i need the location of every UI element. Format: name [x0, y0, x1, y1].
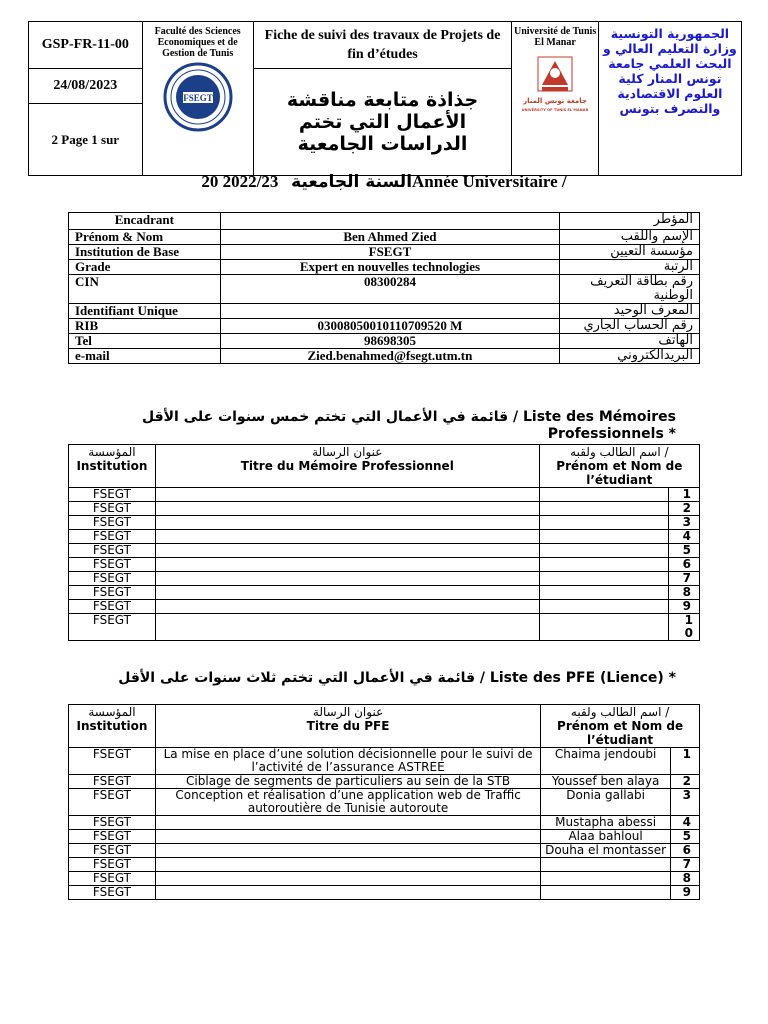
- cell-titre: [155, 844, 540, 858]
- col-etudiant-fr: Prénom et Nom de l’étudiant: [557, 719, 684, 747]
- col-etudiant: [541, 705, 700, 748]
- cell-number: 9: [669, 600, 700, 614]
- cell-institution: FSEGT: [69, 502, 156, 516]
- cell-number: 9: [671, 886, 700, 900]
- table-row: [69, 558, 700, 572]
- cell-institution: FSEGT: [69, 488, 156, 502]
- form-code: GSP-FR-11-00: [29, 22, 143, 69]
- cell-institution: FSEGT: [69, 516, 156, 530]
- cell-etudiant: Alaa bahloul: [541, 830, 671, 844]
- cell-number: 1: [671, 748, 700, 775]
- cell-etudiant: [539, 586, 668, 600]
- field-value: [220, 304, 559, 319]
- encadrant-row: [69, 349, 700, 364]
- col-titre: [155, 705, 540, 748]
- cell-titre: [155, 572, 539, 586]
- cell-institution: FSEGT: [69, 544, 156, 558]
- encadrant-row: [69, 319, 700, 334]
- col-institution: [69, 705, 156, 748]
- table-row: [69, 789, 700, 816]
- field-label-ar: مؤسسة التعيين: [560, 245, 700, 260]
- table-row: [69, 544, 700, 558]
- table-row: [69, 516, 700, 530]
- cell-number: 4: [669, 530, 700, 544]
- col-etudiant: [539, 445, 699, 488]
- cell-etudiant: [539, 544, 668, 558]
- cell-etudiant: [539, 488, 668, 502]
- encadrant-row: [69, 260, 700, 275]
- table-row: [69, 488, 700, 502]
- field-value: [220, 213, 559, 230]
- cell-titre: [155, 502, 539, 516]
- field-value: Ben Ahmed Zied: [220, 230, 559, 245]
- cell-institution: FSEGT: [69, 572, 156, 586]
- table-row: [69, 844, 700, 858]
- university-name: Université de Tunis El Manar: [513, 26, 597, 48]
- col-etudiant-ar: اسم الطالب ولقبه /: [570, 445, 669, 459]
- cell-titre: [155, 600, 539, 614]
- cell-etudiant: [541, 886, 671, 900]
- cell-number: 8: [671, 872, 700, 886]
- cell-number: 5: [671, 830, 700, 844]
- field-label-ar: البريدالكتروني: [560, 349, 700, 364]
- fsegt-logo: [163, 62, 233, 132]
- encadrant-row: [69, 334, 700, 349]
- faculty-cell: [142, 22, 253, 176]
- table-row: [69, 614, 700, 641]
- cell-number: 3: [669, 516, 700, 530]
- field-label-ar: المعرف الوحيد: [560, 304, 700, 319]
- field-value: Expert en nouvelles technologies: [220, 260, 559, 275]
- cell-etudiant: [539, 530, 668, 544]
- cell-number: 10: [669, 614, 700, 641]
- col-titre-fr: Titre du Mémoire Professionnel: [240, 459, 454, 473]
- republic-header: الجمهورية التونسية وزارة التعليم العالي و البحث العلمي جامعة تونس المنار كلية العلوم الاقتصادية والتصرف بتونس: [598, 22, 741, 176]
- table-row: [69, 830, 700, 844]
- cell-etudiant: [539, 572, 668, 586]
- encadrant-row: [69, 304, 700, 319]
- field-label-fr: CIN: [69, 275, 221, 304]
- cell-institution: FSEGT: [69, 775, 156, 789]
- cell-etudiant: [541, 872, 671, 886]
- fiche-title-fr: Fiche de suivi des travaux de Projets de fin d’études: [253, 22, 512, 69]
- field-label-fr: Encadrant: [69, 213, 221, 230]
- cell-titre: [155, 530, 539, 544]
- memoires-section-title: قائمة في الأعمال التي تختم خمس سنوات على الأقل / Liste des Mémoires Professionnels *: [141, 409, 676, 442]
- field-label-fr: Prénom & Nom: [69, 230, 221, 245]
- field-label-fr: e-mail: [69, 349, 221, 364]
- table-row: [69, 586, 700, 600]
- col-titre-fr: Titre du PFE: [306, 719, 390, 733]
- cell-etudiant: Douha el montasser: [541, 844, 671, 858]
- table-row: [69, 886, 700, 900]
- col-institution-fr: Institution: [76, 719, 148, 733]
- field-value: FSEGT: [220, 245, 559, 260]
- field-label-fr: Tel: [69, 334, 221, 349]
- field-value: 98698305: [220, 334, 559, 349]
- cell-titre: [155, 886, 540, 900]
- university-cell: [512, 22, 598, 176]
- cell-institution: FSEGT: [69, 816, 156, 830]
- cell-number: 8: [669, 586, 700, 600]
- cell-etudiant: Chaima jendoubi: [541, 748, 671, 775]
- cell-titre: [155, 558, 539, 572]
- cell-titre: [155, 516, 539, 530]
- fsegt-logo-label: FSEGT: [182, 93, 213, 103]
- cell-institution: FSEGT: [69, 600, 156, 614]
- fiche-title-ar: جذاذة متابعة مناقشة الأعمال التي تختم الدراسات الجامعية: [253, 69, 512, 176]
- utm-logo: [518, 51, 592, 125]
- cell-number: 4: [671, 816, 700, 830]
- cell-institution: FSEGT: [69, 586, 156, 600]
- cell-titre: [155, 544, 539, 558]
- cell-titre: [155, 816, 540, 830]
- col-institution: [69, 445, 156, 488]
- cell-etudiant: [539, 600, 668, 614]
- field-label-fr: Identifiant Unique: [69, 304, 221, 319]
- field-value: 08300284: [220, 275, 559, 304]
- encadrant-row: [69, 230, 700, 245]
- field-value: Zied.benahmed@fsegt.utm.tn: [220, 349, 559, 364]
- cell-etudiant: [539, 502, 668, 516]
- field-label-ar: الإسم واللقب: [560, 230, 700, 245]
- table-row: [69, 530, 700, 544]
- table-row: [69, 502, 700, 516]
- col-institution-ar: المؤسسة: [88, 705, 136, 719]
- cell-institution: FSEGT: [69, 530, 156, 544]
- col-etudiant-ar: اسم الطالب ولقبه /: [570, 705, 670, 719]
- cell-institution: FSEGT: [69, 748, 156, 775]
- field-label-fr: Grade: [69, 260, 221, 275]
- field-label-fr: Institution de Base: [69, 245, 221, 260]
- cell-institution: FSEGT: [69, 830, 156, 844]
- cell-number: 3: [671, 789, 700, 816]
- table-row: [69, 872, 700, 886]
- cell-titre: La mise en place d’une solution décisionnelle pour le suivi de l’activité de l’assurance ASTREE: [155, 748, 540, 775]
- cell-number: 6: [671, 844, 700, 858]
- academic-year-value: 20 2022/23: [201, 172, 279, 191]
- field-label-ar: رقم بطاقة التعريف الوطنية: [560, 275, 700, 304]
- cell-titre: Ciblage de segments de particuliers au sein de la STB: [155, 775, 540, 789]
- table-row: [69, 858, 700, 872]
- cell-institution: FSEGT: [69, 858, 156, 872]
- academic-year-fr: Année Universitaire /: [412, 172, 567, 191]
- cell-titre: Conception et réalisation d’une application web de Traffic autoroutière de Tunisie autoroute: [155, 789, 540, 816]
- encadrant-row: [69, 275, 700, 304]
- utm-logo-english: UNIVERSITY OF TUNIS EL MANAR: [521, 108, 589, 112]
- academic-year: [0, 172, 768, 192]
- document-header: [28, 21, 742, 176]
- cell-etudiant: [539, 516, 668, 530]
- cell-etudiant: Donia gallabi: [541, 789, 671, 816]
- cell-etudiant: [539, 558, 668, 572]
- col-titre-ar: عنوان الرسالة: [312, 445, 383, 459]
- faculty-name: Faculté des Sciences Economiques et de Gestion de Tunis: [154, 26, 241, 59]
- field-label-ar: المؤطر: [560, 213, 700, 230]
- table-row: [69, 816, 700, 830]
- academic-year-ar: السنة الجامعية: [291, 172, 413, 192]
- table-row: [69, 600, 700, 614]
- table-row: [69, 748, 700, 775]
- cell-number: 5: [669, 544, 700, 558]
- cell-institution: FSEGT: [69, 558, 156, 572]
- cell-titre: [155, 858, 540, 872]
- utm-logo-arabic: جامعة تونس المنار: [523, 97, 588, 105]
- cell-institution: FSEGT: [69, 872, 156, 886]
- field-label-ar: الهاتف: [560, 334, 700, 349]
- pfe-section-title: قائمة في الأعمال التي تختم ثلاث سنوات على الأقل / Liste des PFE (Lience) *: [118, 670, 676, 686]
- memoires-table: [68, 444, 700, 641]
- col-titre-ar: عنوان الرسالة: [312, 705, 384, 719]
- cell-number: 2: [669, 502, 700, 516]
- field-label-ar: الرتبة: [560, 260, 700, 275]
- cell-titre: [155, 830, 540, 844]
- cell-number: 7: [671, 858, 700, 872]
- cell-institution: FSEGT: [69, 886, 156, 900]
- cell-titre: [155, 872, 540, 886]
- cell-etudiant: [541, 858, 671, 872]
- pfe-table: [68, 704, 700, 900]
- cell-number: 1: [669, 488, 700, 502]
- encadrant-table: [68, 212, 700, 364]
- col-titre: [155, 445, 539, 488]
- encadrant-row: [69, 213, 700, 230]
- cell-etudiant: [539, 614, 668, 641]
- field-value: 03008050010110709520 M: [220, 319, 559, 334]
- cell-institution: FSEGT: [69, 614, 156, 641]
- encadrant-row: [69, 245, 700, 260]
- cell-etudiant: Youssef ben alaya: [541, 775, 671, 789]
- cell-etudiant: Mustapha abessi: [541, 816, 671, 830]
- field-label-ar: رقم الحساب الجاري: [560, 319, 700, 334]
- cell-institution: FSEGT: [69, 789, 156, 816]
- cell-titre: [155, 586, 539, 600]
- col-etudiant-fr: Prénom et Nom de l’étudiant: [556, 459, 683, 487]
- cell-number: 6: [669, 558, 700, 572]
- table-row: [69, 572, 700, 586]
- page-number: 2 Page 1 sur: [29, 104, 143, 176]
- col-institution-ar: المؤسسة: [88, 445, 136, 459]
- cell-titre: [155, 614, 539, 641]
- cell-number: 7: [669, 572, 700, 586]
- cell-institution: FSEGT: [69, 844, 156, 858]
- cell-titre: [155, 488, 539, 502]
- form-date: 24/08/2023: [29, 69, 143, 104]
- field-label-fr: RIB: [69, 319, 221, 334]
- col-institution-fr: Institution: [76, 459, 148, 473]
- cell-number: 2: [671, 775, 700, 789]
- table-row: [69, 775, 700, 789]
